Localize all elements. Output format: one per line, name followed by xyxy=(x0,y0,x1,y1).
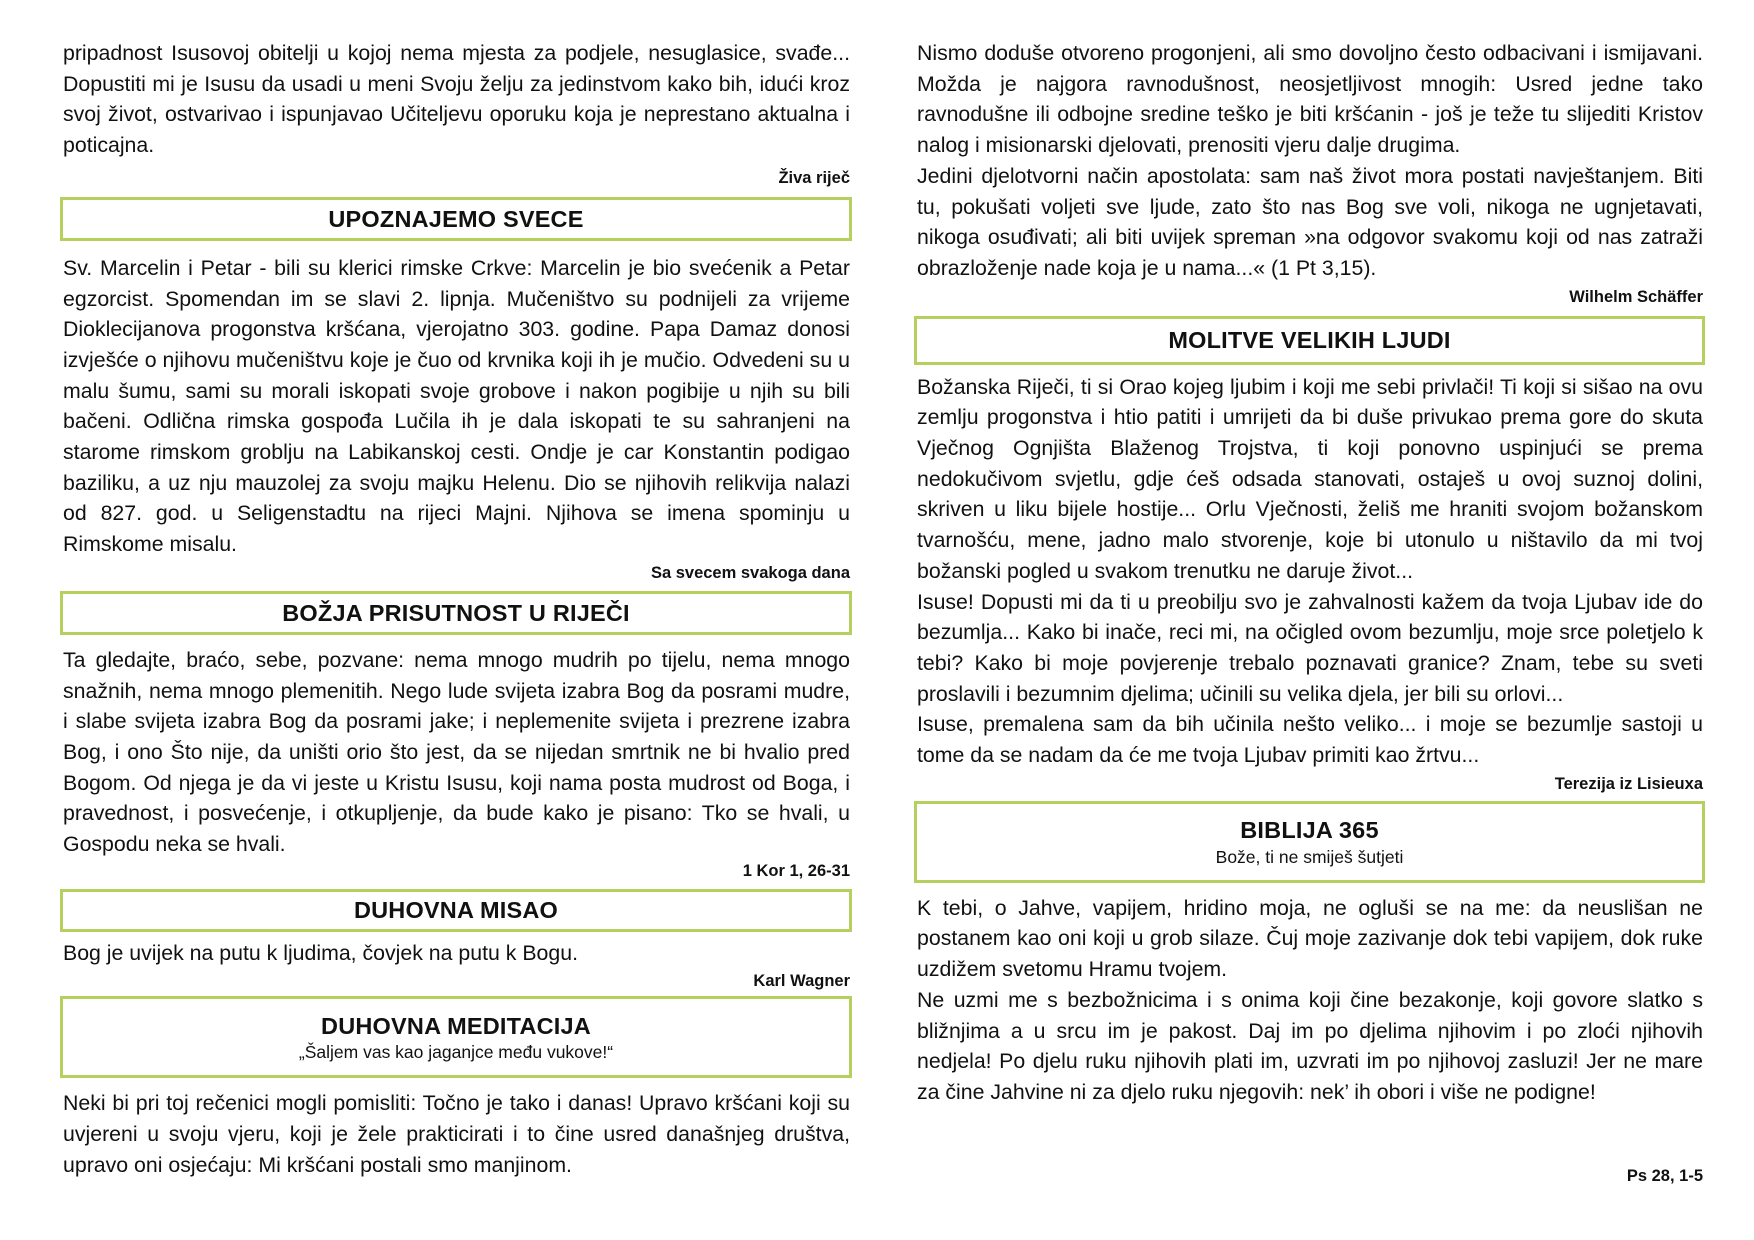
meditation-text: Neki bi pri toj rečenici mogli pomisliti: Točno je tako i danas! Upravo kršćani koji su uvjereni u svoju vjeru, koji je žele prakticirati i to čine usred današnjeg društva, upravo oni osjećaju: Mi kršćani postali smo manjinom. xyxy=(63,1091,850,1177)
presence-text: Ta gledajte, braćo, sebe, pozvane: nema mnogo mudrih po tijelu, nema mnogo snažnih, nema mnogo plemenitih. Nego lude svijeta izabra Bog da posrami mudre, i slabe svijeta izabra Bog da posrami jake; i neplemenite svijeta i prezrene izabra Bog, i ono Što nije, da uništi orio što jest, da se nijedan smrtnik ne bi hvalio pred Bogom. Od njega je da vi jeste u Kristu Isusu, koji nama posta mudrost od Boga, i pravednost, i posvećenje, i otkupljenje, da bude kako je pisano: Tko se hvali, u Gospodu neka se hvali. xyxy=(63,647,850,857)
prayers-paragraph-2: Isuse! Dopusti mi da ti u preobilju svo je zahvalnosti kažem da tvoja Ljubav ide do bezumlja... Kako bi inače, reci mi, na očigled ovom bezumlju, moje srce poletjelo k tebi? Kako bi moje povjerenje trebalo poznavati granice? Znam, tebe su sveti proslavili i bezumnim djelima; učinili su velika djela, jer bili su orlovi... xyxy=(917,589,1703,706)
meditation-title: DUHOVNA MEDITACIJA xyxy=(321,1013,591,1040)
thought-heading-box xyxy=(60,889,852,932)
intro-source: Živa riječ xyxy=(778,168,850,187)
prayers-source: Terezija iz Lisieuxa xyxy=(1554,774,1703,793)
bible-heading-box xyxy=(914,801,1705,883)
bible-paragraph-1: K tebi, o Jahve, vapijem, hridino moja, ne ogluši se na me: da neuslišan ne postanem kao oni koji u grob silaze. Čuj moje zazivanje dok tebi vapijem, dok ruke uzdižem svetomu Hramu tvojem. xyxy=(917,895,1703,982)
thought-source: Karl Wagner xyxy=(753,972,850,991)
meditation-heading-box xyxy=(60,996,852,1078)
bible-paragraph-2: Ne uzmi me s bezbožnicima i s onima koji čine bezakonje, koji govore slatko s bližnjima a u srcu im je pakost. Daj im po djelima njihovim i po zloći njihovih nedjela! Po djelu ruku njihovih plati im, uzvrati im po njihovoj zasluzi! Jer ne mare za čine Jahvine ni za djelo ruku njegovih: nek’ ih obori i više ne podigne! xyxy=(917,987,1703,1104)
saints-title: UPOZNAJEMO SVECE xyxy=(328,205,584,232)
saints-heading-box xyxy=(60,197,852,241)
prayers-paragraph-3: Isuse, premalena sam da bih učinila nešto veliko... i moje se bezumlje sastoji u tome da se nadam da će me tvoja Ljubav primiti kao žrtvu... xyxy=(917,712,1703,768)
meditation-continued-text: Nismo doduše otvoreno progonjeni, ali smo dovoljno često odbacivani i ismijavani. Možda je najgora ravnodušnost, neosjetljivost mnogih: Usred jedne tako ravnodušne ili odbojne sredine teško je biti kršćanin - još je teže tu slijediti Kristov nalog i misionarski djelovati, prenositi vjeru dalje drugima. xyxy=(917,41,1703,158)
meditation-subtitle: „Šaljem vas kao jaganjce među vukove!“ xyxy=(298,1042,614,1063)
prayers-paragraph-1: Božanska Riječi, ti si Orao kojeg ljubim i koji me sebi privlači! Ti koji si sišao na ovu zemlju progonstva i htio patiti i umrijeti da bi duše privukao prema gore do skuta Vječnog Ognjišta Blaženog Trojstva, ti koji ponovno uspinjući se prema nedokučivom svjetlu, gdje ćeš odsada stanovati, ostaješ u ovoj suznoj dolini, skriven u liku bijele hostije... Orlu Vječnosti, želiš me hraniti svojom božanskom tvarnošću, mene, jadno malo stvorenje, koje bi utonulo u ništavilo da mi tvoj božanski pogled u svakom trenutku ne daruje život... xyxy=(917,374,1703,583)
saints-text: Sv. Marcelin i Petar - bili su klerici rimske Crkve: Marcelin je bio svećenik a Petar egzorcist. Spomendan im se slavi 2. lipnja. Mučeništvo su podnijeli za vrijeme Dioklecijanova progonstva kršćana, vjerojatno 303. godine. Papa Damaz donosi izvješće o njihovu mučeništvu koje je čuo od krvnika koji ih je mučio. Odvedeni su u malu šumu, sami su morali iskopati svoje grobove i nakon pogibije u njih su bili bačeni. Odlična rimska gospođa Lučila ih je dala iskopati te su sahranjeni na starome rimskom groblju na Labikanskoj cesti. Ondje je car Konstantin podigao baziliku, a uz nju mauzolej za svoju majku Helenu. Dio se njihovih relikvija nalazi od 827. god. u Seligenstadtu na rijeci Majni. Njihova se imena spominju u Rimskome misalu. xyxy=(63,255,850,557)
prayers-title: MOLITVE VELIKIH LJUDI xyxy=(1168,326,1451,353)
presence-source: 1 Kor 1, 26-31 xyxy=(742,861,850,880)
prayers-heading-box xyxy=(914,316,1705,365)
left-column xyxy=(63,38,850,1181)
bible-title: BIBLIJA 365 xyxy=(1240,816,1379,843)
intro-text: pripadnost Isusovoj obitelji u kojoj nema mjesta za podjele, nesuglasice, svađe... Dopustiti mi je Isusu da usadi u meni Svoju želju za jedinstvom kako bih, idući kroz svoj život, ostvarivao i ispunjavao Učiteljevu oporuku koja je neprestano aktualna i poticajna. xyxy=(63,41,850,158)
presence-heading-box xyxy=(60,591,852,635)
thought-title: DUHOVNA MISAO xyxy=(353,896,559,923)
saints-source: Sa svecem svakoga dana xyxy=(650,563,850,582)
presence-title: BOŽJA PRISUTNOST U RIJEČI xyxy=(282,599,630,626)
bible-source: Ps 28, 1-5 xyxy=(1626,1167,1703,1185)
bible-subtitle: Bože, ti ne smiješ šutjeti xyxy=(1215,846,1404,867)
meditation-continued-text-2: Jedini djelotvorni način apostolata: sam naš život mora postati navještanjem. Biti tu, pokušati voljeti sve ljude, zato što nas Bog sve voli, nikoga ne ugnjetavati, nikoga osuđivati; ali biti uvijek spreman »na odgovor svakomu koji od nas zatraži obrazloženje nade koja je u nama...« (1 Pt 3,15). xyxy=(917,163,1703,280)
thought-text: Bog je uvijek na putu k ljudima, čovjek na putu k Bogu. xyxy=(63,940,578,965)
meditation-source: Wilhelm Schäffer xyxy=(1569,287,1703,306)
right-column xyxy=(917,38,1703,1108)
